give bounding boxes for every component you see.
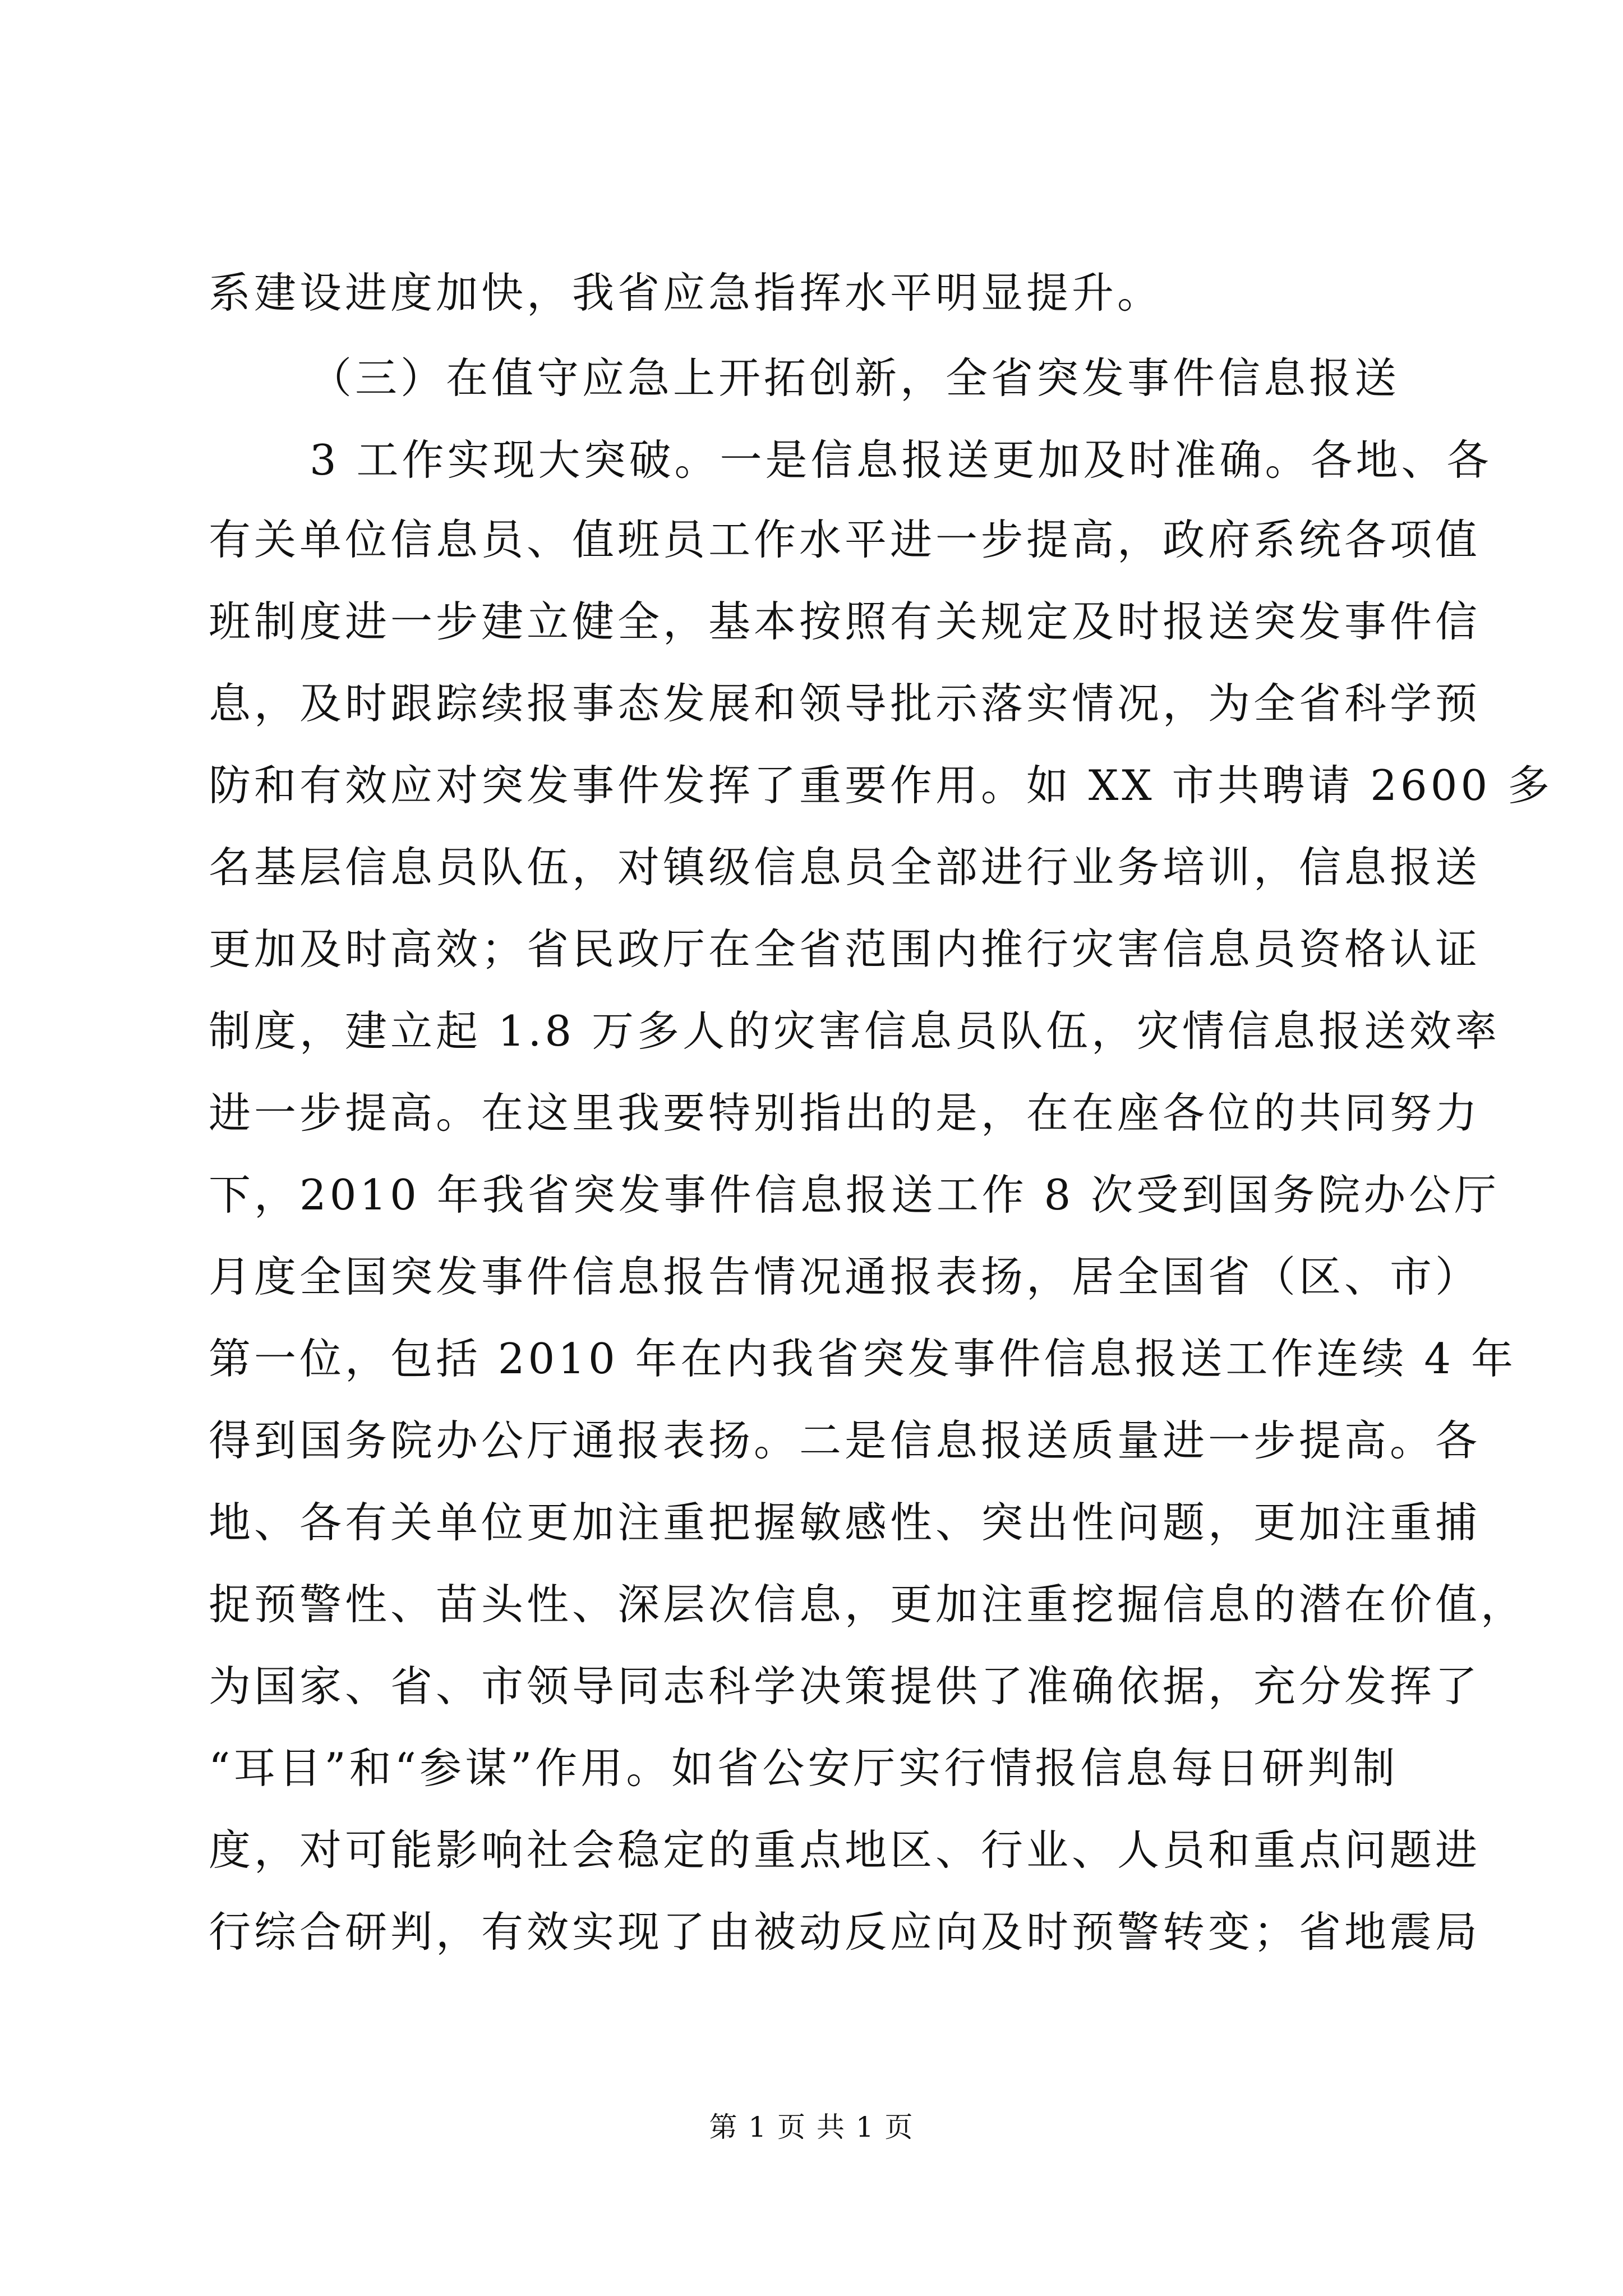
body-line: 为国家、省、市领导同志科学决策提供了准确依据，充分发挥了 [209, 1662, 1481, 1711]
body-line: 班制度进一步建立健全，基本按照有关规定及时报送突发事件信 [209, 597, 1481, 646]
section-heading: （三）在值守应急上开拓创新，全省突发事件信息报送 [310, 353, 1400, 403]
body-line: 月度全国突发事件信息报告情况通报表扬，居全国省（区、市） [209, 1252, 1481, 1301]
body-line: 下，2010 年我省突发事件信息报送工作 8 次受到国务院办公厅 [209, 1170, 1500, 1220]
body-line: 有关单位信息员、值班员工作水平进一步提高，政府系统各项值 [209, 515, 1481, 564]
body-line: 度，对可能影响社会稳定的重点地区、行业、人员和重点问题进 [209, 1825, 1481, 1875]
body-line: 得到国务院办公厅通报表扬。二是信息报送质量进一步提高。各 [209, 1416, 1481, 1465]
body-line: 第一位，包括 2010 年在内我省突发事件信息报送工作连续 4 年 [209, 1334, 1516, 1383]
body-line: 名基层信息员队伍，对镇级信息员全部进行业务培训，信息报送 [209, 843, 1481, 892]
body-line: 防和有效应对突发事件发挥了重要作用。如 XX 市共聘请 2600 多 [209, 761, 1553, 810]
body-line: 捉预警性、苗头性、深层次信息，更加注重挖掘信息的潜在价值， [209, 1580, 1527, 1629]
body-line: “耳目”和“参谋”作用。如省公安厅实行情报信息每日研判制 [209, 1743, 1399, 1793]
body-line: 3 工作实现大突破。一是信息报送更加及时准确。各地、各 [310, 435, 1492, 485]
body-line: 进一步提高。在这里我要特别指出的是，在在座各位的共同努力 [209, 1088, 1481, 1138]
body-line: 制度，建立起 1.8 万多人的灾害信息员队伍，灾情信息报送效率 [209, 1006, 1500, 1056]
body-line: 系建设进度加快，我省应急指挥水平明显提升。 [209, 268, 1163, 318]
body-line: 息，及时跟踪续报事态发展和领导批示落实情况，为全省科学预 [209, 679, 1481, 728]
body-line: 更加及时高效；省民政厅在全省范围内推行灾害信息员资格认证 [209, 924, 1481, 974]
page-footer: 第 1 页 共 1 页 [709, 2111, 914, 2143]
body-line: 地、各有关单位更加注重把握敏感性、突出性问题，更加注重捕 [209, 1498, 1481, 1547]
body-line: 行综合研判，有效实现了由被动反应向及时预警转变；省地震局 [209, 1907, 1481, 1957]
